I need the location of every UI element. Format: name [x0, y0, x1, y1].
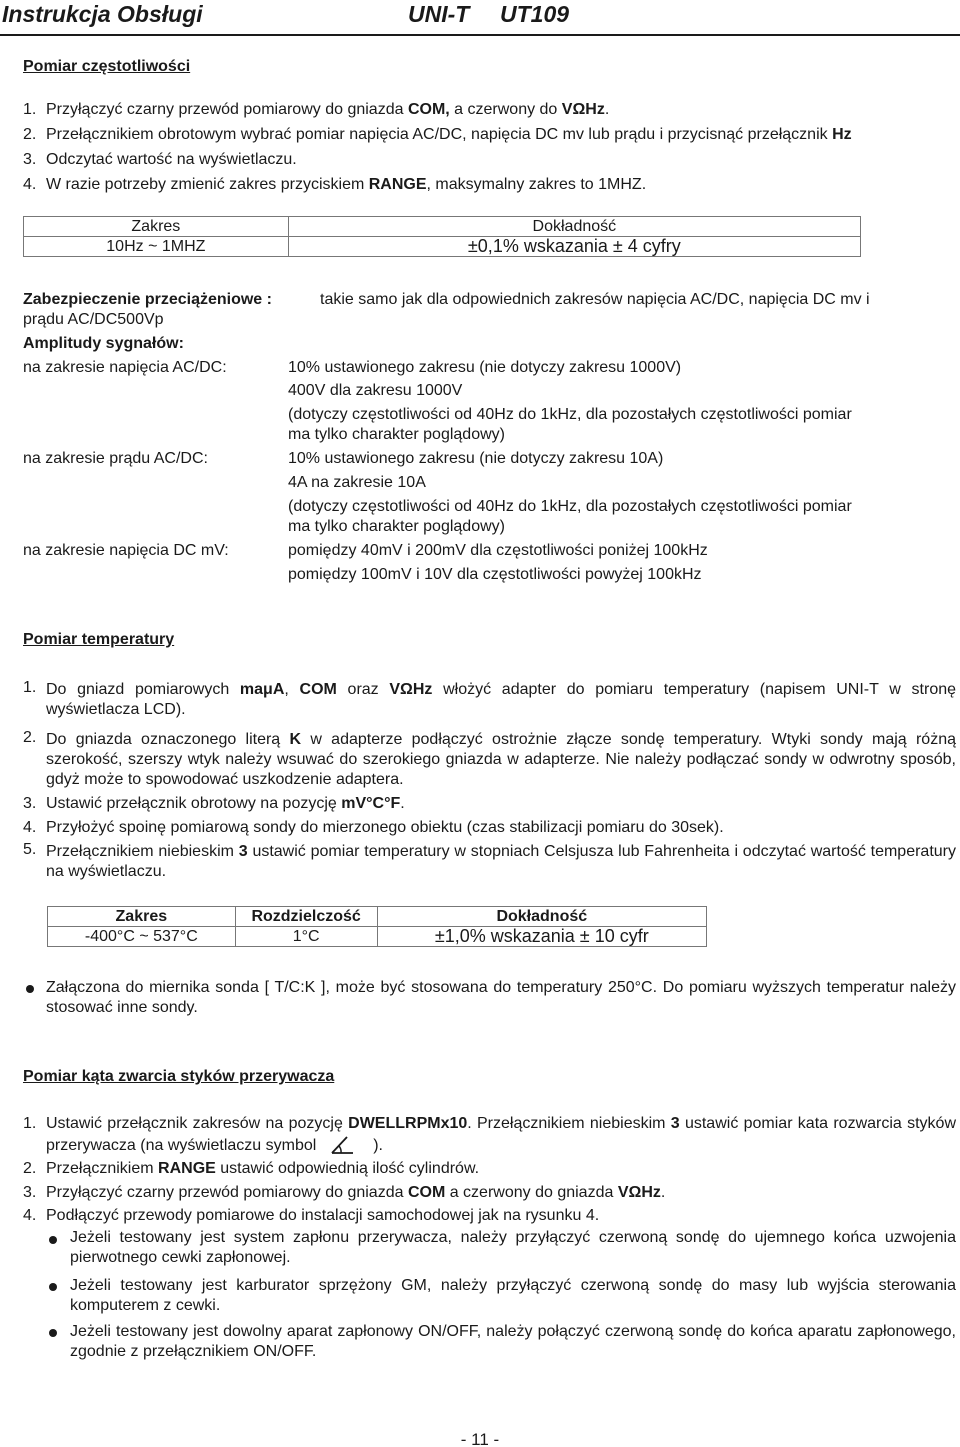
- protection-label: [23, 290, 272, 310]
- list-item: [0, 100, 960, 125]
- amp-dc-2: pomiędzy 100mV i 10V dla częstotliwości powyżej 100kHz: [288, 566, 702, 583]
- table-header-range: Zakres: [24, 217, 289, 237]
- header-rule: [0, 34, 960, 36]
- list-item: [0, 125, 960, 150]
- step-text: [46, 1115, 956, 1154]
- bold-text: COM: [299, 681, 337, 698]
- bold-text: K: [289, 731, 302, 748]
- text-run: Przełącznikiem obrotowym wybrać pomiar napięcia AC/DC, napięcia DC mv lub prądu i przycisnąć przełącznik: [46, 126, 833, 143]
- text-run: .: [400, 795, 405, 812]
- text-run: Przyłączyć czarny przewód pomiarowy do gniazda: [46, 1184, 408, 1201]
- text-run: ustawić odpowiednią ilość cylindrów.: [215, 1160, 480, 1177]
- step-text: [46, 795, 405, 812]
- text-run: Do gniazd pomiarowych: [46, 681, 240, 698]
- section-title-frequency: Pomiar częstotliwości: [23, 58, 191, 75]
- dwell-step-4: [23, 1206, 956, 1226]
- text-run: Przełącznikiem niebieskim: [46, 843, 239, 860]
- frequency-steps: [0, 100, 960, 200]
- temperature-step-2: [23, 729, 956, 790]
- table-header-range: Zakres: [48, 907, 236, 927]
- protection-label-text: Zabezpieczenie przeciążeniowe :: [23, 291, 272, 308]
- temperature-note: Załączona do miernika sonda [ T/C:K ], może być stosowana do temperatury 250°C. Do pomiaru wyższych temperatur należy stosować inne sondy.: [46, 979, 956, 1016]
- text-run: Odczytać wartość na wyświetlaczu.: [46, 151, 297, 168]
- step-number: 4.: [23, 819, 37, 836]
- protection-text-cont: prądu AC/DC500Vp: [23, 311, 164, 328]
- header-title: Instrukcja Obsługi: [2, 1, 203, 27]
- amp-ac-current-4: ma tylko charakter poglądowy): [288, 518, 505, 535]
- temperature-accuracy-table: [47, 906, 707, 947]
- table-header-accuracy: Dokładność: [288, 217, 860, 237]
- table-cell-resolution: 1°C: [235, 927, 377, 947]
- temperature-step-1: [23, 679, 957, 720]
- text-run: ustawić pomiar temperatury w stopniach Celsjusza lub Fahrenheita i odczytać wartość temperatury na wyświetlaczu.: [46, 843, 957, 880]
- dwell-bullet-3: Jeżeli testowany jest dowolny aparat zapłonowy ON/OFF, należy połączyć czerwoną sondę do końca aparatu zapłonowego, zgodnie z przełącznikiem ON/OFF.: [70, 1323, 956, 1360]
- amp-dc-label: na zakresie napięcia DC mV:: [23, 542, 229, 559]
- step-number: 3.: [23, 795, 37, 812]
- step-text: [46, 150, 297, 170]
- table-cell-accuracy: ±0,1% wskazania ± 4 cyfry: [288, 237, 860, 257]
- page-header: [0, 0, 960, 33]
- text-run: Przełącznikiem: [46, 1160, 159, 1177]
- header-model-number: UT109: [500, 1, 570, 27]
- step-text: [46, 175, 646, 195]
- bold-text: DWELLRPMx10: [348, 1115, 468, 1132]
- step-number: 4.: [23, 1207, 37, 1224]
- text-run: .: [660, 1184, 666, 1201]
- step-number: 1.: [23, 679, 37, 696]
- dwell-step-3: [23, 1183, 956, 1203]
- table-header-accuracy: Dokładność: [377, 907, 706, 927]
- bold-text: mV°C°F: [341, 795, 401, 812]
- amplitudes-title: Amplitudy sygnałów:: [23, 335, 184, 352]
- temperature-step-3: [23, 794, 956, 814]
- amp-ac-voltage-label: na zakresie napięcia AC/DC:: [23, 359, 227, 376]
- table-cell-range: -400°C ~ 537°C: [48, 927, 236, 947]
- amp-ac-voltage-2: 400V dla zakresu 1000V: [288, 382, 463, 399]
- table-cell-range: 10Hz ~ 1MHZ: [24, 237, 289, 257]
- text-run: Podłączyć przewody pomiarowe do instalacji samochodowej jak na rysunku 4.: [46, 1207, 600, 1224]
- amp-ac-current-2: 4A na zakresie 10A: [288, 474, 426, 491]
- step-text: [46, 843, 956, 880]
- protection-text: takie samo jak dla odpowiednich zakresów napięcia AC/DC, napięcia DC mv i: [320, 291, 870, 308]
- bold-text: COM: [407, 1184, 446, 1201]
- text-run: ustawić pomiar kata rozwarcia styków przerywacza (na wyświetlaczu symbol: [46, 1115, 957, 1154]
- step-number: 4.: [23, 176, 37, 193]
- dwell-bullet-1: Jeżeli testowany jest system zapłonu przerywacza, należy przyłączyć czerwoną sondę do ujemnego końca uzwojenia pierwotnego cewki zapłonowej.: [70, 1229, 956, 1266]
- text-run: Ustawić przełącznik obrotowy na pozycję: [46, 795, 342, 812]
- bullet-icon: [49, 1283, 57, 1291]
- list-item: [0, 175, 960, 200]
- bold-text: VΩHz: [561, 101, 605, 118]
- bold-text: COM,: [407, 101, 450, 118]
- step-number: 1.: [23, 1115, 37, 1132]
- text-run: .: [604, 101, 610, 118]
- text-run: W razie potrzeby zmienić zakres przyciskiem: [46, 176, 369, 193]
- amp-ac-current-1: 10% ustawionego zakresu (nie dotyczy zakresu 10A): [288, 450, 664, 467]
- text-run: Do gniazda oznaczonego literą: [46, 731, 290, 748]
- dwell-bullet-2: Jeżeli testowany jest karburator sprzężony GM, należy przyłączyć czerwoną sondę do masy lub wyjścia sterowania komputerem z cewki.: [70, 1277, 956, 1314]
- amp-dc-1: pomiędzy 40mV i 200mV dla częstotliwości poniżej 100kHz: [288, 542, 708, 559]
- step-number: 2.: [23, 1160, 37, 1177]
- bold-text: maμA: [239, 681, 285, 698]
- dwell-angle-icon: [327, 1134, 359, 1156]
- step-number: 3.: [23, 151, 37, 168]
- temperature-step-4: [23, 818, 956, 838]
- text-run: , maksymalny zakres to 1MHZ.: [426, 176, 647, 193]
- bold-text: Hz: [832, 126, 852, 143]
- section-title-dwell: Pomiar kąta zwarcia styków przerywacza: [23, 1068, 335, 1085]
- amp-ac-voltage-3: (dotyczy częstotliwości od 40Hz do 1kHz, dla pozostałych częstotliwości pomiar: [288, 406, 852, 423]
- step-number: 2.: [23, 126, 37, 143]
- table-cell-accuracy: ±1,0% wskazania ± 10 cyfr: [377, 927, 706, 947]
- amp-ac-voltage-4: ma tylko charakter poglądowy): [288, 426, 505, 443]
- bold-text: 3: [238, 843, 248, 860]
- table-header-resolution: Rozdzielczość: [235, 907, 377, 927]
- step-text: [46, 100, 609, 120]
- text-run: Przyłączyć czarny przewód pomiarowy do gniazda: [46, 101, 408, 118]
- amp-ac-current-3: (dotyczy częstotliwości od 40Hz do 1kHz, dla pozostałych częstotliwości pomiar: [288, 498, 852, 515]
- bold-text: RANGE: [158, 1160, 216, 1177]
- bold-text: VΩHz: [617, 1184, 661, 1201]
- step-text: [46, 1184, 665, 1201]
- dwell-step-2: [23, 1159, 956, 1179]
- step-text: [46, 1207, 599, 1224]
- amp-ac-voltage-1: 10% ustawionego zakresu (nie dotyczy zakresu 1000V): [288, 359, 682, 376]
- bullet-icon: [26, 985, 34, 993]
- text-run: włożyć adapter do pomiaru temperatury (napisem UNI-T w stronę wyświetlacza LCD).: [46, 681, 957, 718]
- list-item: [0, 150, 960, 175]
- step-text: [46, 125, 852, 145]
- text-run: w adapterze podłączyć ostrożnie złącze sondę temperatury. Wtyki sondy mają różną szerokość, szerszy wtyk należy wsuwać do szerokiego gniazda w adapterze. Nie należy podłączać sondy w odwrotny sposób, gdyż może to spowodować uszkodzenie adaptera.: [46, 731, 956, 788]
- section-title-temperature: Pomiar temperatury: [23, 631, 175, 648]
- bold-text: 3: [670, 1115, 680, 1132]
- bold-text: RANGE: [368, 176, 427, 193]
- step-text: [46, 819, 724, 836]
- header-model-brand: UNI-T: [408, 1, 470, 27]
- text-run: Ustawić przełącznik zakresów na pozycję: [46, 1115, 349, 1132]
- text-run: . Przełącznikiem niebieskim: [467, 1115, 671, 1132]
- frequency-accuracy-table: [23, 216, 861, 257]
- bold-text: VΩHz: [389, 681, 433, 698]
- temperature-step-5: [23, 841, 957, 882]
- text-run: Przyłożyć spoinę pomiarową sondy do mierzonego obiektu (czas stabilizacji pomiaru do 30sek).: [46, 819, 724, 836]
- dwell-step-1: [23, 1114, 957, 1156]
- text-run: a czerwony do: [449, 101, 562, 118]
- text-run: a czerwony do gniazda: [445, 1184, 618, 1201]
- step-text: [46, 1160, 479, 1177]
- amp-ac-current-label: na zakresie prądu AC/DC:: [23, 450, 208, 467]
- text-run: oraz: [336, 681, 390, 698]
- step-number: 1.: [23, 101, 37, 118]
- text-run: ,: [284, 681, 300, 698]
- step-number: 2.: [23, 729, 37, 746]
- bullet-icon: [49, 1329, 57, 1337]
- page-number: - 11 -: [460, 1430, 500, 1447]
- step-number: 3.: [23, 1184, 37, 1201]
- bullet-icon: [49, 1236, 57, 1244]
- symbol-close: ).: [373, 1137, 383, 1154]
- step-text: [46, 731, 956, 788]
- step-number: 5.: [23, 841, 37, 858]
- step-text: [46, 681, 956, 718]
